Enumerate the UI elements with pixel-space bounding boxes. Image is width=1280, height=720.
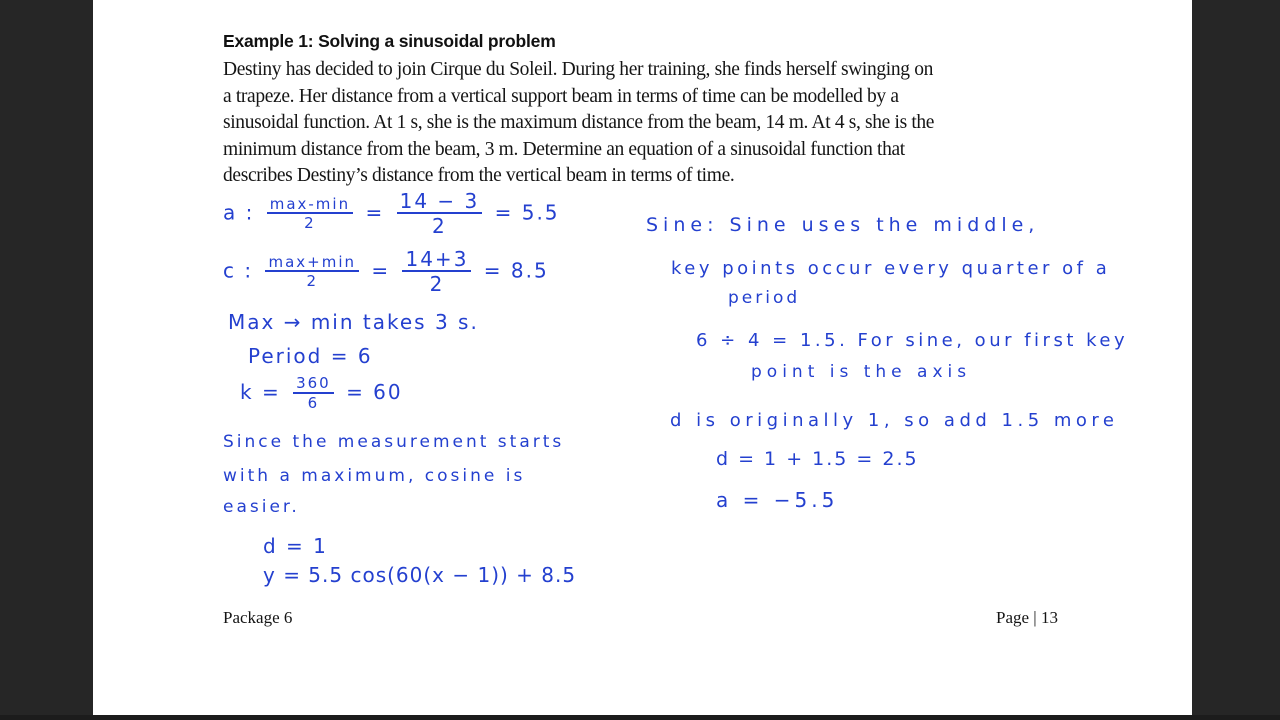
d-shift-note: d is originally 1, so add 1.5 more [670,410,1119,431]
problem-line: a trapeze. Her distance from a vertical support beam in terms of time can be modelled by a [223,85,899,107]
sine-note-line-3: period [728,288,801,308]
denominator: 2 [429,272,445,296]
numerator: 14 − 3 [397,190,483,214]
problem-line: describes Destiny’s distance from the vertical beam in terms of time. [223,165,735,187]
cosine-reason-line-2: with a maximum, cosine is [223,466,526,486]
quarter-period-note-line-1: 6 ÷ 4 = 1.5. For sine, our first key [696,330,1129,351]
max-min-note: Max → min takes 3 s. [228,310,479,334]
numerator: 14+3 [402,248,471,272]
period-note: Period = 6 [248,344,373,368]
quarter-period-note-line-2: point is the axis [751,362,972,382]
problem-line: minimum distance from the beam, 3 m. Determine an equation of a sinusoidal function that [223,138,905,160]
sine-note-line-1: Sine: Sine uses the middle, [646,214,1040,236]
bottom-border [0,715,1280,720]
cosine-reason-line-1: Since the measurement starts [223,432,565,452]
denominator: 2 [432,214,447,238]
fraction [402,248,471,296]
numerator: 360 [293,375,334,394]
numerator: max+min [265,254,359,273]
denominator: 6 [307,393,320,412]
fraction [265,254,359,291]
k-calculation [240,375,403,412]
denominator: 2 [304,214,316,233]
problem-statement [223,57,1073,190]
sine-note-line-2: key points occur every quarter of a [671,258,1111,279]
example-heading: Example 1: Solving a sinusoidal problem [223,31,556,51]
denominator: 2 [306,272,318,291]
midline-calculation [223,248,549,296]
equals: = [371,258,391,283]
document-page [93,0,1192,715]
d-calculation: d = 1 + 1.5 = 2.5 [716,448,919,470]
footer-package: Package 6 [223,608,293,627]
a-result: = 5.5 [494,200,560,225]
fraction [397,190,483,238]
problem-line: sinusoidal function. At 1 s, she is the maximum distance from the beam, 14 m. At 4 s, she is the [223,112,935,134]
fraction [267,196,353,233]
c-label: c : [223,258,254,283]
a-label: a : [223,200,255,225]
cosine-equation: y = 5.5 cos(60(x − 1)) + 8.5 [263,563,577,587]
k-result: = 60 [346,379,403,404]
cosine-reason-line-3: easier. [223,497,300,517]
problem-line: Destiny has decided to join Cirque du Soleil. During her training, she finds herself swinging on [223,59,933,80]
numerator: max-min [267,196,353,215]
footer-page-number: Page | 13 [996,608,1058,627]
equals: = [365,200,385,225]
c-result: = 8.5 [483,258,549,283]
k-label: k = [240,379,281,404]
fraction [293,375,334,412]
amplitude-calculation [223,190,560,238]
a-negative-value: a = −5.5 [716,488,839,512]
d-value: d = 1 [263,534,328,558]
